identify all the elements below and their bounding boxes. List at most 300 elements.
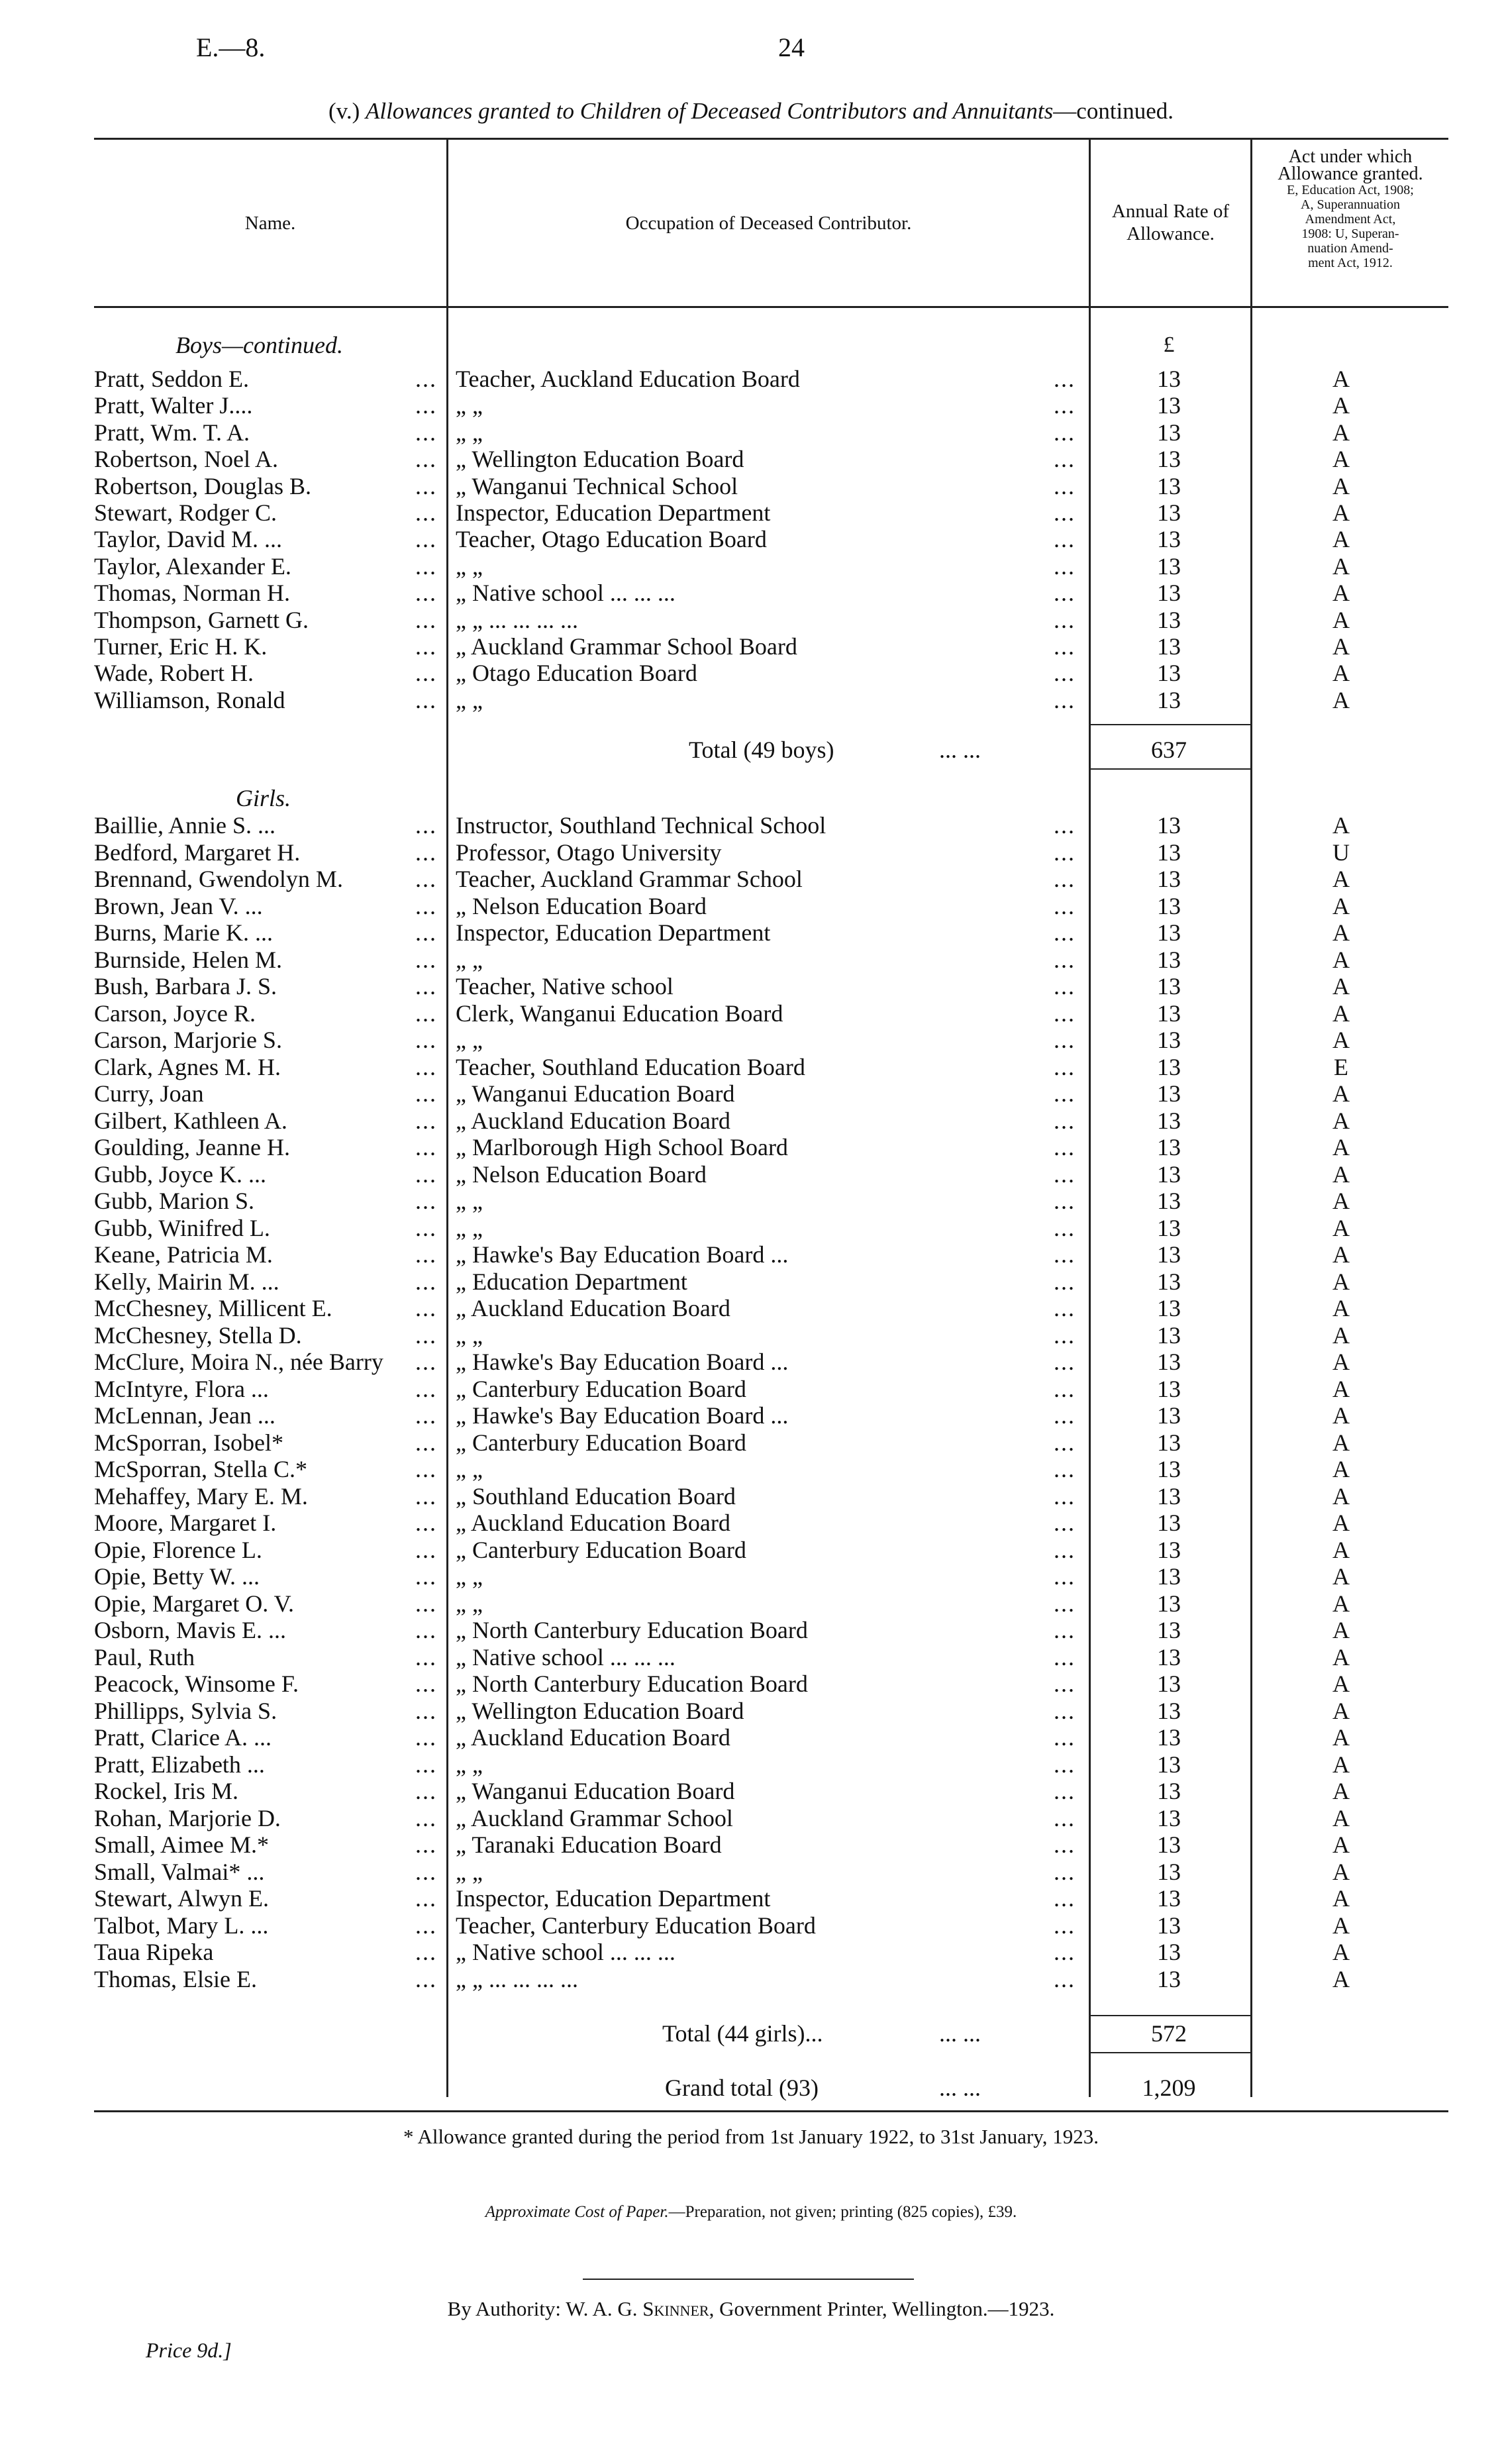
occupation-cell: Teacher, Auckland Education Board	[456, 366, 800, 392]
name-cell: Pratt, Wm. T. A.	[94, 419, 250, 446]
name-cell: Turner, Eric H. K.	[94, 633, 268, 660]
name-cell: McSporran, Stella C.*	[94, 1456, 307, 1482]
rate-cell: 13	[1157, 1590, 1181, 1617]
act-cell: A	[1332, 1536, 1350, 1563]
occupation-leader-dots: ...	[1054, 1241, 1076, 1268]
girls-section-heading: Girls.	[236, 785, 291, 811]
rate-cell: 13	[1157, 1858, 1181, 1885]
occupation-cell: „ Wanganui Technical School	[456, 472, 738, 499]
rate-cell: 13	[1157, 892, 1181, 919]
table-row	[0, 1939, 1502, 1965]
name-cell: Pratt, Elizabeth ...	[94, 1751, 265, 1778]
rate-cell: 13	[1157, 1778, 1181, 1804]
rate-cell: 13	[1157, 1456, 1181, 1482]
occupation-cell: „ Southland Education Board	[456, 1482, 736, 1510]
authority-suffix: , Government Printer, Wellington.—1923.	[709, 2297, 1055, 2320]
occupation-leader-dots: ...	[1054, 1751, 1076, 1778]
occupation-leader-dots: ...	[1054, 1617, 1076, 1643]
printer-name: Skinner	[642, 2297, 709, 2320]
rate-cell: 13	[1157, 686, 1181, 713]
name-cell: Brennand, Gwendolyn M.	[94, 866, 343, 892]
name-cell: McClure, Moira N., née Barry	[94, 1349, 383, 1375]
occupation-cell: „ Marlborough High School Board	[456, 1134, 788, 1160]
occupation-leader-dots: ...	[1054, 866, 1076, 892]
name-leader-dots: ...	[415, 392, 437, 419]
boys-section-heading: Boys—continued.	[175, 332, 343, 358]
occupation-cell: „ Education Department	[456, 1268, 687, 1295]
act-key-line: Amendment Act,	[1305, 212, 1396, 227]
act-cell: A	[1332, 1697, 1350, 1724]
occupation-cell: „ „	[456, 1858, 483, 1885]
occupation-leader-dots: ...	[1054, 1456, 1076, 1482]
occupation-cell: „ Wanganui Education Board	[456, 1080, 735, 1107]
name-leader-dots: ...	[415, 1778, 437, 1804]
rate-cell: 13	[1157, 472, 1181, 499]
act-cell: A	[1332, 1295, 1350, 1321]
occupation-leader-dots: ...	[1054, 919, 1076, 946]
occupation-leader-dots: ...	[1054, 472, 1076, 499]
name-leader-dots: ...	[415, 1751, 437, 1778]
act-cell: A	[1332, 1831, 1350, 1858]
name-leader-dots: ...	[415, 1188, 437, 1214]
name-cell: Stewart, Rodger C.	[94, 499, 277, 526]
table-row	[0, 1859, 1502, 1885]
name-leader-dots: ...	[415, 419, 437, 446]
name-cell: Phillipps, Sylvia S.	[94, 1697, 277, 1724]
occupation-cell: „ Auckland Education Board	[456, 1107, 730, 1134]
act-cell: A	[1332, 1375, 1350, 1402]
name-leader-dots: ...	[415, 660, 437, 687]
act-key-line: ment Act, 1912.	[1308, 256, 1393, 270]
table-row	[0, 1724, 1502, 1751]
table-row	[0, 866, 1502, 892]
title-prefix: (v.)	[328, 98, 360, 124]
act-key-line: 1908: U, Superan-	[1301, 227, 1399, 241]
occupation-cell: „ Native school ... ... ...	[456, 1643, 676, 1670]
name-cell: Gubb, Marion S.	[94, 1188, 254, 1214]
name-cell: Peacock, Winsome F.	[94, 1670, 299, 1697]
name-leader-dots: ...	[415, 1134, 437, 1160]
rate-cell: 13	[1157, 499, 1181, 526]
name-leader-dots: ...	[415, 580, 437, 607]
act-cell: U	[1332, 839, 1350, 866]
rate-cell: 13	[1157, 552, 1181, 580]
name-leader-dots: ...	[415, 1670, 437, 1697]
occupation-leader-dots: ...	[1054, 892, 1076, 919]
table-row	[0, 812, 1502, 839]
authority-prefix: By Authority: W. A. G.	[447, 2297, 638, 2320]
occupation-cell: „ Canterbury Education Board	[456, 1375, 746, 1402]
table-row	[0, 1563, 1502, 1590]
name-cell: Kelly, Mairin M. ...	[94, 1268, 279, 1295]
occupation-leader-dots: ...	[1054, 812, 1076, 839]
occupation-cell: „ Otago Education Board	[456, 660, 697, 687]
occupation-cell: „ „	[456, 1027, 483, 1053]
grand-total-dots: ... ...	[939, 2075, 981, 2101]
occupation-cell: „ Auckland Education Board	[456, 1295, 730, 1321]
occupation-leader-dots: ...	[1054, 1349, 1076, 1375]
table-row	[0, 1349, 1502, 1375]
name-cell: Gilbert, Kathleen A.	[94, 1107, 287, 1134]
occupation-leader-dots: ...	[1054, 1268, 1076, 1295]
table-row	[0, 580, 1502, 606]
table-row	[0, 607, 1502, 633]
occupation-leader-dots: ...	[1054, 1912, 1076, 1939]
table-row	[0, 973, 1502, 1000]
table-row	[0, 446, 1502, 472]
act-cell: A	[1332, 1000, 1350, 1027]
name-cell: McChesney, Stella D.	[94, 1321, 302, 1349]
table-row	[0, 1295, 1502, 1321]
rate-cell: 13	[1157, 1000, 1181, 1027]
occupation-cell: Teacher, Otago Education Board	[456, 526, 767, 553]
girls-total-label: Total (44 girls)...	[662, 2020, 823, 2047]
name-leader-dots: ...	[415, 633, 437, 660]
total-rule	[1089, 724, 1250, 725]
act-cell: A	[1332, 1027, 1350, 1053]
occupation-leader-dots: ...	[1054, 686, 1076, 713]
name-cell: Gubb, Joyce K. ...	[94, 1160, 266, 1188]
name-leader-dots: ...	[415, 1080, 437, 1107]
printer-authority	[0, 2297, 1502, 2321]
table-row	[0, 1751, 1502, 1778]
table-row	[0, 1778, 1502, 1804]
table-row	[0, 526, 1502, 552]
occupation-leader-dots: ...	[1054, 1778, 1076, 1804]
table-row	[0, 1161, 1502, 1188]
occupation-leader-dots: ...	[1054, 1724, 1076, 1751]
occupation-leader-dots: ...	[1054, 606, 1076, 633]
occupation-leader-dots: ...	[1054, 1536, 1076, 1563]
name-cell: Stewart, Alwyn E.	[94, 1885, 269, 1912]
rate-cell: 13	[1157, 1724, 1181, 1751]
act-cell: A	[1332, 1241, 1350, 1268]
name-leader-dots: ...	[415, 1939, 437, 1965]
table-title	[0, 98, 1502, 125]
rate-cell: 13	[1157, 1563, 1181, 1590]
occupation-leader-dots: ...	[1054, 973, 1076, 1000]
table-row	[0, 1376, 1502, 1402]
rate-cell: 13	[1157, 1912, 1181, 1939]
name-cell: Small, Aimee M.*	[94, 1831, 269, 1858]
total-rule	[1089, 768, 1250, 770]
name-cell: Bedford, Margaret H.	[94, 839, 301, 866]
table-row	[0, 1429, 1502, 1456]
rate-cell: 13	[1157, 580, 1181, 607]
occupation-cell: „ North Canterbury Education Board	[456, 1617, 808, 1643]
rate-cell: 13	[1157, 1482, 1181, 1510]
occupation-cell: „ „ ... ... ... ...	[456, 606, 578, 633]
table-row	[0, 366, 1502, 392]
name-leader-dots: ...	[415, 866, 437, 892]
occupation-leader-dots: ...	[1054, 526, 1076, 553]
occupation-leader-dots: ...	[1054, 1885, 1076, 1912]
act-cell: A	[1332, 366, 1350, 392]
name-leader-dots: ...	[415, 973, 437, 1000]
name-leader-dots: ...	[415, 1885, 437, 1912]
table-row	[0, 1644, 1502, 1670]
rate-cell: 13	[1157, 633, 1181, 660]
name-leader-dots: ...	[415, 1912, 437, 1939]
name-leader-dots: ...	[415, 1321, 437, 1349]
table-row	[0, 1698, 1502, 1724]
occupation-cell: „ „	[456, 1321, 483, 1349]
rate-cell: 13	[1157, 1831, 1181, 1858]
rate-cell: 13	[1157, 1670, 1181, 1697]
occupation-leader-dots: ...	[1054, 839, 1076, 866]
rate-cell: 13	[1157, 812, 1181, 839]
rate-cell: 13	[1157, 1214, 1181, 1241]
act-cell: A	[1332, 1643, 1350, 1670]
name-leader-dots: ...	[415, 812, 437, 839]
name-cell: McIntyre, Flora ...	[94, 1375, 269, 1402]
occupation-leader-dots: ...	[1054, 1027, 1076, 1053]
name-leader-dots: ...	[415, 1617, 437, 1643]
occupation-cell: „ Nelson Education Board	[456, 892, 707, 919]
act-cell: A	[1332, 866, 1350, 892]
boys-total-value: 637	[1151, 737, 1187, 763]
occupation-leader-dots: ...	[1054, 1160, 1076, 1188]
occupation-cell: Professor, Otago University	[456, 839, 722, 866]
name-cell: Moore, Margaret I.	[94, 1510, 277, 1536]
occupation-leader-dots: ...	[1054, 499, 1076, 526]
name-cell: Burns, Marie K. ...	[94, 919, 273, 946]
rate-cell: 13	[1157, 839, 1181, 866]
name-leader-dots: ...	[415, 1456, 437, 1482]
name-leader-dots: ...	[415, 919, 437, 946]
rate-cell: 13	[1157, 1939, 1181, 1965]
table-row	[0, 499, 1502, 526]
name-cell: Taua Ripeka	[94, 1939, 214, 1965]
rate-cell: 13	[1157, 660, 1181, 687]
rate-cell: 13	[1157, 1027, 1181, 1053]
occupation-cell: „ „	[456, 1188, 483, 1214]
name-leader-dots: ...	[415, 1214, 437, 1241]
occupation-cell: „ Taranaki Education Board	[456, 1831, 722, 1858]
act-cell: A	[1332, 1751, 1350, 1778]
rate-cell: 13	[1157, 1107, 1181, 1134]
name-leader-dots: ...	[415, 1375, 437, 1402]
occupation-cell: „ „	[456, 419, 483, 446]
table-row	[0, 1510, 1502, 1536]
rate-cell: 13	[1157, 1510, 1181, 1536]
rate-cell: 13	[1157, 1617, 1181, 1643]
table-row	[0, 1831, 1502, 1858]
rate-cell: 13	[1157, 1268, 1181, 1295]
occupation-leader-dots: ...	[1054, 1402, 1076, 1429]
table-row	[0, 633, 1502, 660]
table-row	[0, 1215, 1502, 1241]
table-row	[0, 1670, 1502, 1697]
act-header-line2: Allowance granted.	[1277, 164, 1423, 184]
name-cell: Bush, Barbara J. S.	[94, 973, 277, 1000]
occupation-cell: Inspector, Education Department	[456, 1885, 771, 1912]
column-header-act	[1252, 148, 1448, 270]
table-row	[0, 1000, 1502, 1027]
occupation-cell: „ Canterbury Education Board	[456, 1536, 746, 1563]
name-leader-dots: ...	[415, 526, 437, 553]
occupation-leader-dots: ...	[1054, 633, 1076, 660]
act-cell: A	[1332, 1482, 1350, 1510]
rate-cell: 13	[1157, 946, 1181, 973]
act-cell: A	[1332, 1912, 1350, 1939]
name-leader-dots: ...	[415, 606, 437, 633]
girls-total-value: 572	[1151, 2020, 1187, 2047]
name-leader-dots: ...	[415, 1160, 437, 1188]
occupation-leader-dots: ...	[1054, 1053, 1076, 1080]
header-bottom-rule	[94, 306, 1448, 308]
rate-cell: 13	[1157, 1375, 1181, 1402]
occupation-cell: Inspector, Education Department	[456, 919, 771, 946]
cost-of-paper	[0, 2203, 1502, 2222]
name-leader-dots: ...	[415, 1429, 437, 1456]
name-leader-dots: ...	[415, 1107, 437, 1134]
name-cell: Robertson, Noel A.	[94, 446, 278, 473]
act-cell: A	[1332, 1134, 1350, 1160]
occupation-cell: „ Auckland Grammar School	[456, 1804, 733, 1831]
act-cell: A	[1332, 1321, 1350, 1349]
boys-total-dots: ... ...	[939, 737, 981, 763]
rate-header-line1: Annual Rate of	[1111, 201, 1230, 222]
table-row	[0, 1617, 1502, 1643]
occupation-leader-dots: ...	[1054, 1000, 1076, 1027]
name-leader-dots: ...	[415, 1402, 437, 1429]
name-cell: Robertson, Douglas B.	[94, 472, 311, 499]
act-cell: A	[1332, 1402, 1350, 1429]
act-cell: A	[1332, 526, 1350, 553]
act-cell: A	[1332, 1349, 1350, 1375]
occupation-cell: „ Hawke's Bay Education Board ...	[456, 1402, 789, 1429]
occupation-leader-dots: ...	[1054, 1563, 1076, 1590]
table-row	[0, 1456, 1502, 1482]
act-cell: A	[1332, 1804, 1350, 1831]
occupation-cell: „ Native school ... ... ...	[456, 580, 676, 607]
act-key-line: A, Superannuation	[1301, 197, 1400, 212]
rate-cell: 13	[1157, 392, 1181, 419]
table-row	[0, 1241, 1502, 1268]
occupation-cell: Teacher, Southland Education Board	[456, 1053, 805, 1080]
occupation-leader-dots: ...	[1054, 1965, 1076, 1992]
act-cell: A	[1332, 1590, 1350, 1617]
name-leader-dots: ...	[415, 446, 437, 473]
name-cell: Opie, Margaret O. V.	[94, 1590, 294, 1617]
table-top-rule	[94, 138, 1448, 140]
occupation-cell: „ „	[456, 686, 483, 713]
name-cell: McSporran, Isobel*	[94, 1429, 283, 1456]
table-row	[0, 1322, 1502, 1349]
occupation-leader-dots: ...	[1054, 1858, 1076, 1885]
name-leader-dots: ...	[415, 1804, 437, 1831]
occupation-cell: Instructor, Southland Technical School	[456, 812, 826, 839]
table-row	[0, 947, 1502, 973]
act-cell: A	[1332, 1510, 1350, 1536]
act-cell: A	[1332, 946, 1350, 973]
girls-total-dots: ... ...	[939, 2020, 981, 2047]
table-row	[0, 1188, 1502, 1214]
table-row	[0, 1805, 1502, 1831]
name-cell: Small, Valmai* ...	[94, 1858, 265, 1885]
occupation-leader-dots: ...	[1054, 1295, 1076, 1321]
act-cell: A	[1332, 1429, 1350, 1456]
act-header-line1: Act under which	[1288, 146, 1413, 167]
rate-cell: 13	[1157, 1751, 1181, 1778]
column-header-rate	[1091, 200, 1250, 245]
act-cell: A	[1332, 1214, 1350, 1241]
occupation-cell: „ „	[456, 946, 483, 973]
table-row	[0, 1590, 1502, 1617]
occupation-cell: „ North Canterbury Education Board	[456, 1670, 808, 1697]
act-cell: A	[1332, 446, 1350, 473]
name-leader-dots: ...	[415, 1482, 437, 1510]
pound-sign: £	[1163, 333, 1175, 357]
name-cell: Rockel, Iris M.	[94, 1778, 238, 1804]
table-row	[0, 1483, 1502, 1510]
occupation-cell: Clerk, Wanganui Education Board	[456, 1000, 783, 1027]
act-cell: A	[1332, 1268, 1350, 1295]
name-leader-dots: ...	[415, 1697, 437, 1724]
name-cell: Goulding, Jeanne H.	[94, 1134, 290, 1160]
name-cell: Brown, Jean V. ...	[94, 892, 263, 919]
act-cell: A	[1332, 1965, 1350, 1992]
table-row	[0, 660, 1502, 686]
name-cell: Baillie, Annie S. ...	[94, 812, 275, 839]
name-cell: McChesney, Millicent E.	[94, 1295, 332, 1321]
grand-total-value: 1,209	[1142, 2075, 1196, 2101]
table-row	[0, 419, 1502, 446]
table-row	[0, 1402, 1502, 1429]
name-cell: Pratt, Seddon E.	[94, 366, 249, 392]
name-leader-dots: ...	[415, 946, 437, 973]
occupation-leader-dots: ...	[1054, 1134, 1076, 1160]
occupation-cell: Teacher, Auckland Grammar School	[456, 866, 803, 892]
name-leader-dots: ...	[415, 892, 437, 919]
name-cell: Paul, Ruth	[94, 1643, 195, 1670]
occupation-leader-dots: ...	[1054, 946, 1076, 973]
occupation-leader-dots: ...	[1054, 1510, 1076, 1536]
name-cell: Keane, Patricia M.	[94, 1241, 273, 1268]
document-reference: E.—8.	[196, 32, 266, 62]
table-row	[0, 392, 1502, 419]
occupation-leader-dots: ...	[1054, 392, 1076, 419]
act-cell: A	[1332, 472, 1350, 499]
occupation-leader-dots: ...	[1054, 552, 1076, 580]
act-cell: A	[1332, 973, 1350, 1000]
act-cell: A	[1332, 1563, 1350, 1590]
act-cell: A	[1332, 1858, 1350, 1885]
rate-cell: 13	[1157, 1321, 1181, 1349]
occupation-leader-dots: ...	[1054, 1214, 1076, 1241]
act-cell: A	[1332, 1778, 1350, 1804]
name-cell: Gubb, Winifred L.	[94, 1214, 270, 1241]
rate-cell: 13	[1157, 1053, 1181, 1080]
rate-cell: 13	[1157, 446, 1181, 473]
name-cell: Carson, Joyce R.	[94, 1000, 256, 1027]
authority-rule	[583, 2279, 914, 2280]
rate-cell: 13	[1157, 919, 1181, 946]
name-leader-dots: ...	[415, 1349, 437, 1375]
column-header-name: Name.	[244, 213, 296, 234]
act-cell: A	[1332, 1107, 1350, 1134]
act-cell: A	[1332, 499, 1350, 526]
occupation-leader-dots: ...	[1054, 419, 1076, 446]
name-cell: Thomas, Norman H.	[94, 580, 290, 607]
name-cell: Taylor, David M. ...	[94, 526, 282, 553]
grand-total-label: Grand total (93)	[665, 2075, 819, 2101]
name-cell: Wade, Robert H.	[94, 660, 254, 687]
name-cell: Osborn, Mavis E. ...	[94, 1617, 286, 1643]
name-leader-dots: ...	[415, 552, 437, 580]
name-leader-dots: ...	[415, 1563, 437, 1590]
